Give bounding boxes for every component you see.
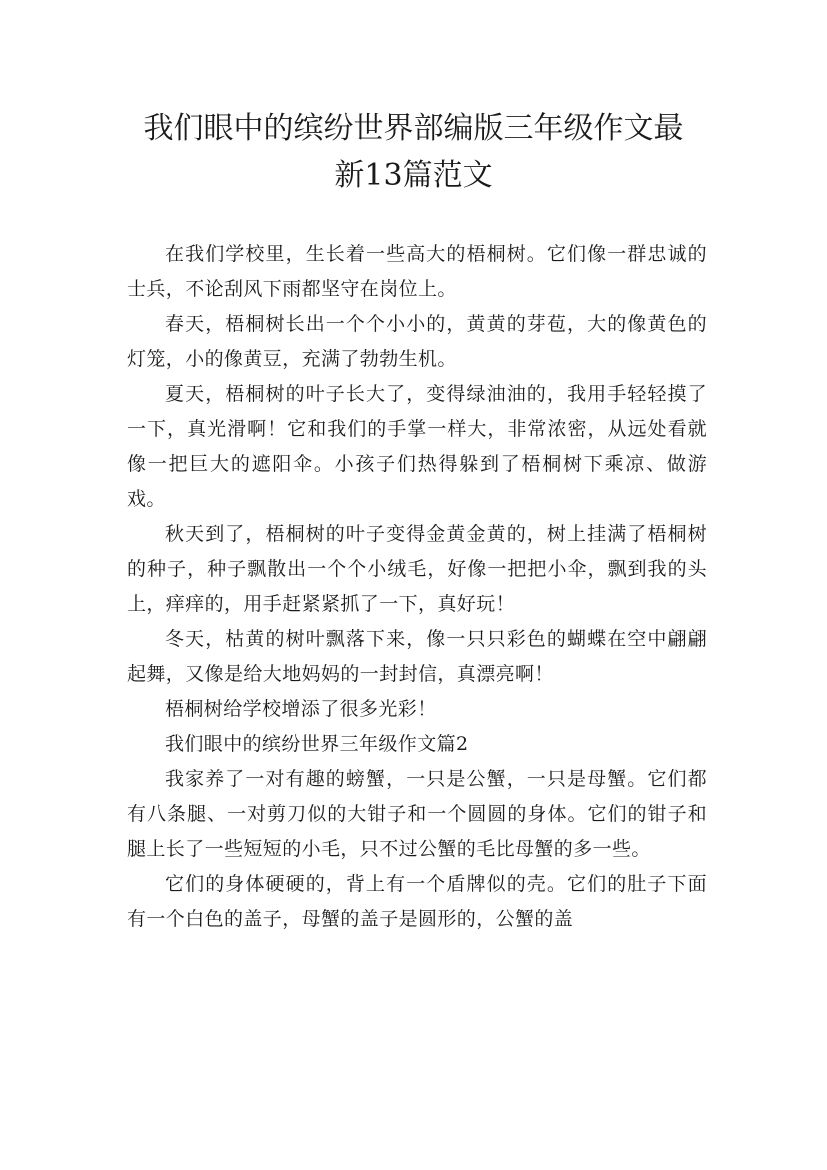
paragraph-summer: 夏天，梧桐树的叶子长大了，变得绿油油的，我用手轻轻摸了一下，真光滑啊！它和我们的手掌一样大，非常浓密，从远处看就像一把巨大的遮阳伞。小孩子们热得躲到了梧桐树下乘凉、做游戏。 xyxy=(127,383,707,510)
essay-2-heading: 我们眼中的缤纷世界三年级作文篇2 xyxy=(165,733,469,755)
paragraph-crabs-body: 它们的身体硬硬的，背上有一个盾牌似的壳。它们的肚子下面有一个白色的盖子，母蟹的盖子是圆形的，公蟹的盖 xyxy=(127,873,707,930)
paragraph-spring: 春天，梧桐树长出一个个小小的，黄黄的芽苞，大的像黄色的灯笼，小的像黄豆，充满了勃勃生机。 xyxy=(127,313,707,370)
document-body xyxy=(127,237,707,937)
paragraph-crabs-intro: 我家养了一对有趣的螃蟹，一只是公蟹，一只是母蟹。它们都有八条腿、一对剪刀似的大钳子和一个圆圆的身体。它们的钳子和腿上长了一些短短的小毛，只不过公蟹的毛比母蟹的多一些。 xyxy=(127,768,707,860)
paragraph-intro: 在我们学校里，生长着一些高大的梧桐树。它们像一群忠诚的士兵，不论刮风下雨都坚守在岗位上。 xyxy=(127,243,707,300)
document-title xyxy=(60,105,767,199)
paragraph-autumn: 秋天到了，梧桐树的叶子变得金黄金黄的，树上挂满了梧桐树的种子，种子飘散出一个个小绒毛，好像一把把小伞，飘到我的头上，痒痒的，用手赶紧紧抓了一下，真好玩！ xyxy=(127,523,707,615)
title-line-2: 新13篇范文 xyxy=(334,158,493,193)
paragraph-winter: 冬天，枯黄的树叶飘落下来，像一只只彩色的蝴蝶在空中翩翩起舞，又像是给大地妈妈的一封封信，真漂亮啊！ xyxy=(127,628,707,685)
paragraph-conclusion: 梧桐树给学校增添了很多光彩！ xyxy=(165,698,437,720)
title-line-1: 我们眼中的缤纷世界部编版三年级作文最 xyxy=(143,111,684,146)
